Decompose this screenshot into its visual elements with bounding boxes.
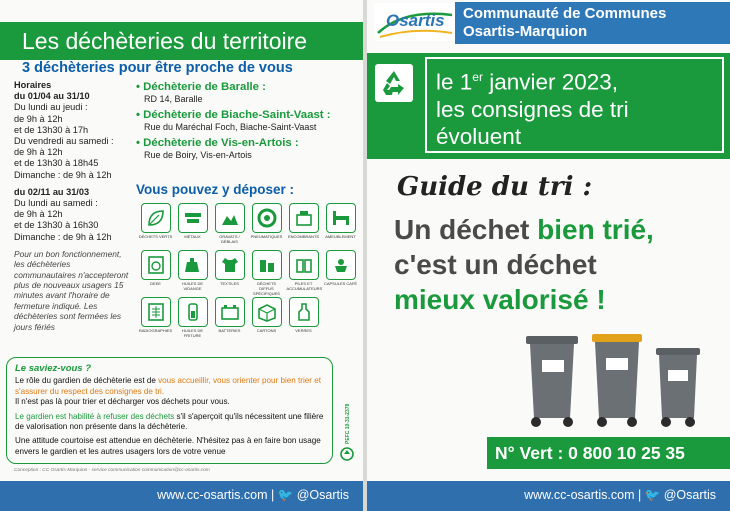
logo-text: Osartis: [386, 11, 445, 30]
waste-icon-grid: [140, 203, 358, 338]
hours-summer-lines: [14, 102, 134, 180]
did-you-know-p3: Une attitude courtoise est attendue en déchèterie. N'hésitez pas à en faire bon usage envers le gardien et les autres usagers lors de votre venue: [15, 436, 321, 456]
car-battery-icon: [215, 297, 245, 327]
svg-text:PEFC 10-31-2378: PEFC 10-31-2378: [345, 403, 351, 444]
glass-bottle-icon: [289, 297, 319, 327]
decheterie-name: • Déchèterie de Vis-en-Artois :: [136, 137, 299, 149]
hours-line: et de 13h30 à 18h45: [14, 158, 99, 169]
waste-category: [214, 203, 245, 244]
hours-period-winter: du 02/11 au 31/03: [14, 186, 90, 197]
waste-category: [177, 250, 208, 291]
did-you-know-title: Le saviez-vous ?: [15, 363, 92, 374]
hours-line: Du lundi au samedi :: [14, 198, 98, 209]
hours-line: Dimanche : de 9h à 12h: [14, 231, 112, 242]
hours-line: Du lundi au jeudi :: [14, 102, 88, 113]
waste-category-label: RADIOGRAPHIES: [138, 328, 173, 333]
appliance-icon: [141, 250, 171, 280]
waste-category-label: CAPSULES CAFÉ: [323, 281, 358, 286]
coffee-capsule-icon: [326, 250, 356, 280]
waste-category: [214, 297, 245, 338]
hours-line: Du vendredi au samedi :: [14, 136, 114, 147]
metal-icon: [178, 203, 208, 233]
waste-category: [140, 297, 171, 338]
opening-hours: [14, 80, 134, 332]
guide-title: Guide du tri :: [397, 172, 593, 202]
slogan: Un déchet bien trié, c'est un déchet mieux valorisé !: [394, 214, 654, 315]
furniture-icon: [326, 203, 356, 233]
organization-name: Communauté de Communes Osartis-Marquion: [455, 2, 730, 44]
tire-icon: [252, 203, 282, 233]
decheterie-address: Rue du Maréchal Foch, Biache-Saint-Vaast: [144, 122, 317, 132]
waste-category: [140, 203, 171, 244]
bin-grey-icon: [526, 336, 578, 427]
waste-category: [177, 297, 208, 338]
textile-icon: [215, 250, 245, 280]
waste-category-label: ENCOMBRANTS: [287, 234, 320, 239]
bulky-icon: [289, 203, 319, 233]
subheader: 3 déchèteries pour être proche de vous: [22, 60, 293, 76]
decheterie-item: [136, 80, 361, 105]
waste-category-label: AMEUBLEMENT: [325, 234, 356, 239]
decheterie-item: [136, 136, 361, 161]
bin-yellow-lid-icon: [592, 334, 642, 427]
waste-category: [288, 297, 319, 338]
hours-title: Horaires: [14, 80, 52, 90]
osartis-logo: [374, 3, 456, 41]
decheterie-name: • Déchèterie de Biache-Saint-Vaast :: [136, 109, 331, 121]
did-you-know-p1: Le rôle du gardien de déchèterie est de vous accueillir, vous orienter pour bien trier et s'assurer du respect des consignes de tri. Il n'est pas là pour trier et décharger vos déchets pour vous.: [15, 376, 321, 407]
waste-category: [325, 203, 356, 244]
waste-category-label: MÉTAUX: [184, 234, 201, 239]
footer-links[interactable]: www.cc-osartis.com | 🐦 @Osartis: [0, 481, 363, 511]
waste-category-label: HUILES DE FRITURE: [181, 328, 204, 338]
waste-category: [251, 297, 282, 338]
waste-category: [251, 250, 282, 296]
announcement-band: [367, 53, 730, 159]
decheterie-address: RD 14, Baralle: [144, 94, 203, 104]
waste-category: [325, 250, 356, 291]
hours-line: de 9h à 12h: [14, 113, 63, 124]
rubble-icon: [215, 203, 245, 233]
waste-category-label: HUILES DE VIDANGE: [181, 281, 204, 291]
decheterie-list: [136, 80, 361, 164]
hours-line: de 9h à 12h: [14, 147, 63, 158]
design-credit: Conception : CC Osartis-Marquion - service communication communication@cc-osartis.com: [14, 468, 210, 473]
waste-category-label: TEXTILES: [220, 281, 239, 286]
hours-line: et de 13h30 à 16h30: [14, 220, 99, 231]
right-page: [367, 0, 730, 511]
waste-category: [286, 250, 323, 291]
waste-category-label: VERRES: [295, 328, 312, 333]
decheterie-address: Rue de Boiry, Vis-en-Artois: [144, 150, 252, 160]
waste-category: [251, 203, 282, 244]
waste-category-label: DEEE: [150, 281, 161, 286]
waste-category-label: CARTONS: [256, 328, 277, 333]
xray-icon: [141, 297, 171, 327]
hours-line: et de 13h30 à 17h: [14, 124, 89, 135]
battery-icon: [289, 250, 319, 280]
did-you-know-box: [6, 357, 333, 464]
waste-category: [288, 203, 319, 244]
hotline-number[interactable]: N° Vert : 0 800 10 25 35: [487, 437, 730, 469]
oil-icon: [178, 250, 208, 280]
waste-category: [140, 250, 171, 291]
footer-links[interactable]: www.cc-osartis.com | 🐦 @Osartis: [367, 481, 730, 511]
leaf-icon: [141, 203, 171, 233]
cardboard-icon: [252, 297, 282, 327]
trash-bins-illustration: [522, 330, 722, 430]
waste-category: [214, 250, 245, 291]
date-announcement: le 1er janvier 2023, les consignes de tri évoluent: [425, 57, 724, 153]
hours-winter-lines: [14, 198, 134, 243]
waste-category-label: GRAVATS / DÉBLAIS: [219, 234, 240, 244]
waste-category-label: DÉCHETS VERTS: [138, 234, 173, 239]
did-you-know-p2: Le gardien est habilité à refuser des déchets s'il s'aperçoit qu'ils nécessitent une filière de valorisation non présente dans la déchèterie.: [15, 411, 324, 432]
page-title: Les déchèteries du territoire: [0, 22, 363, 60]
cooking-oil-icon: [178, 297, 208, 327]
recycle-icon: [375, 64, 413, 102]
waste-category-label: DÉCHETS DIFFUS SPÉCIFIQUES: [253, 281, 280, 296]
waste-category-label: PILES ET ACCUMULATEURS: [286, 281, 323, 291]
closing-note: Pour un bon fonctionnement, les déchèteries communautaires n'accepteront plus de nouveaux usagers 15 minutes avant l'horaire de fermeture indiqué. Les déchèteries sont fermées les jours fériés: [14, 248, 129, 332]
hours-period-summer: du 01/04 au 31/10: [14, 91, 90, 102]
chemical-icon: [252, 250, 282, 280]
hours-line: Dimanche : de 9h à 12h: [14, 169, 112, 180]
hours-line: de 9h à 12h: [14, 209, 63, 220]
deposit-title: Vous pouvez y déposer :: [136, 182, 295, 197]
left-page: [0, 0, 363, 511]
decheterie-name: • Déchèterie de Baralle :: [136, 81, 266, 93]
pefc-logo-icon: [338, 392, 356, 462]
waste-category-label: PNEUMATIQUES: [250, 234, 283, 239]
waste-category-label: BATTERIES: [218, 328, 241, 333]
waste-category: [177, 203, 208, 244]
bin-small-icon: [656, 348, 700, 427]
decheterie-item: [136, 108, 361, 133]
